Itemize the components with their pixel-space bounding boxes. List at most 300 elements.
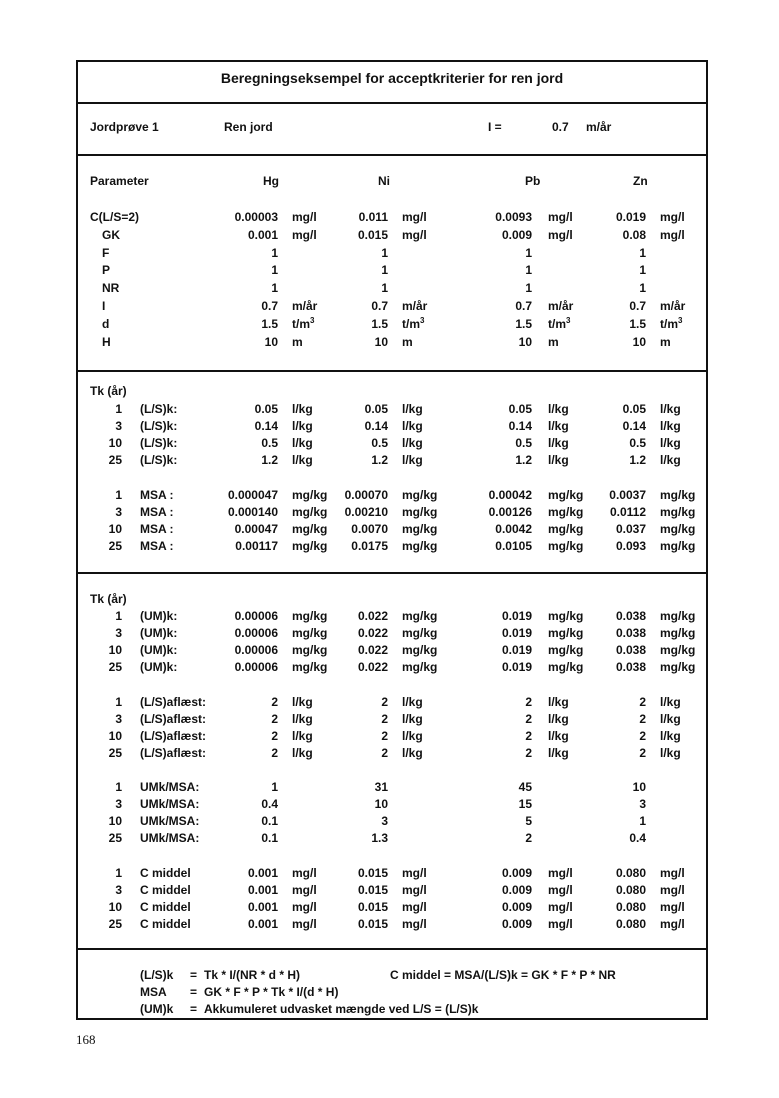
tk-value: 3 bbox=[115, 883, 122, 897]
param-value: 1.5 bbox=[629, 317, 646, 331]
formula-key: (L/S)k bbox=[140, 968, 174, 982]
tk-value: 3 bbox=[115, 797, 122, 811]
cell-unit: mg/kg bbox=[660, 488, 696, 502]
param-unit: m/år bbox=[660, 299, 686, 313]
param-value: 0.7 bbox=[629, 299, 646, 313]
formula-equals: = bbox=[190, 1002, 198, 1016]
column-header-zn: Zn bbox=[633, 174, 648, 188]
param-unit: m bbox=[402, 335, 413, 349]
tk-value: 1 bbox=[115, 695, 122, 709]
cell-unit: mg/kg bbox=[402, 488, 438, 502]
param-unit: m/år bbox=[548, 299, 574, 313]
cell-value: 1 bbox=[639, 814, 646, 828]
infiltration-value: 0.7 bbox=[552, 120, 569, 134]
param-value: 1 bbox=[381, 281, 388, 295]
cell-value: 0.009 bbox=[501, 866, 532, 880]
cmiddel-formula: C middel = MSA/(L/S)k = GK * F * P * NR bbox=[390, 968, 616, 982]
cell-unit: l/kg bbox=[292, 729, 313, 743]
row-label: C middel bbox=[140, 900, 191, 914]
param-unit: mg/l bbox=[292, 210, 317, 224]
cell-unit: mg/kg bbox=[292, 505, 328, 519]
cell-unit: l/kg bbox=[660, 729, 681, 743]
row-label: (UM)k: bbox=[140, 643, 178, 657]
param-unit: mg/l bbox=[660, 228, 685, 242]
cell-value: 0.080 bbox=[615, 866, 646, 880]
cell-unit: l/kg bbox=[548, 729, 569, 743]
param-name: GK bbox=[102, 228, 120, 242]
tk-value: 3 bbox=[115, 419, 122, 433]
cell-value: 0.0112 bbox=[609, 505, 646, 519]
cell-value: 0.00126 bbox=[488, 505, 532, 519]
cell-unit: mg/kg bbox=[402, 609, 438, 623]
cell-value: 2 bbox=[639, 729, 646, 743]
cell-value: 2 bbox=[525, 695, 532, 709]
cell-unit: mg/kg bbox=[660, 626, 696, 640]
param-value: 1 bbox=[381, 263, 388, 277]
cell-value: 31 bbox=[374, 780, 388, 794]
param-value: 0.7 bbox=[261, 299, 278, 313]
cell-value: 0.022 bbox=[357, 609, 388, 623]
param-value: 1 bbox=[271, 263, 278, 277]
cell-unit: mg/kg bbox=[402, 626, 438, 640]
param-unit: $t/m^3$ bbox=[548, 316, 571, 331]
tk-value: 10 bbox=[108, 900, 122, 914]
param-unit: m bbox=[660, 335, 671, 349]
infiltration-unit: m/år bbox=[586, 120, 612, 134]
cell-unit: mg/l bbox=[548, 900, 573, 914]
cell-unit: l/kg bbox=[548, 436, 569, 450]
param-value: 1.5 bbox=[515, 317, 532, 331]
param-value: 1 bbox=[271, 281, 278, 295]
cell-value: 0.001 bbox=[247, 917, 278, 931]
cell-value: 0.14 bbox=[508, 419, 532, 433]
param-value: 10 bbox=[374, 335, 388, 349]
tk-value: 3 bbox=[115, 626, 122, 640]
cell-value: 0.009 bbox=[501, 917, 532, 931]
tk-value: 1 bbox=[115, 609, 122, 623]
cell-unit: l/kg bbox=[548, 419, 569, 433]
tk-value: 25 bbox=[108, 660, 122, 674]
tk-value: 25 bbox=[108, 746, 122, 760]
cell-unit: mg/l bbox=[548, 866, 573, 880]
cell-unit: mg/kg bbox=[548, 660, 584, 674]
cell-unit: l/kg bbox=[548, 453, 569, 467]
cell-unit: l/kg bbox=[292, 402, 313, 416]
divider bbox=[78, 572, 706, 574]
cell-value: 45 bbox=[518, 780, 532, 794]
param-value: 0.08 bbox=[622, 228, 646, 242]
cell-value: 2 bbox=[525, 712, 532, 726]
cell-value: 0.022 bbox=[357, 660, 388, 674]
param-unit: mg/l bbox=[402, 228, 427, 242]
cell-value: 0.080 bbox=[615, 917, 646, 931]
cell-value: 0.080 bbox=[615, 883, 646, 897]
row-label: (L/S)aflæst: bbox=[140, 695, 206, 709]
param-value: 1 bbox=[271, 246, 278, 260]
cell-unit: l/kg bbox=[402, 712, 423, 726]
cell-value: 0.019 bbox=[501, 660, 532, 674]
unit-superscript: 3 bbox=[310, 316, 315, 325]
row-label: MSA : bbox=[140, 522, 174, 536]
cell-unit: l/kg bbox=[292, 746, 313, 760]
cell-unit: l/kg bbox=[548, 402, 569, 416]
cell-value: 1.2 bbox=[261, 453, 278, 467]
param-value: 0.7 bbox=[371, 299, 388, 313]
row-label: C middel bbox=[140, 866, 191, 880]
tk-label: Tk (år) bbox=[90, 384, 127, 398]
cell-unit: l/kg bbox=[548, 746, 569, 760]
param-value: 0.7 bbox=[515, 299, 532, 313]
cell-value: 0.00047 bbox=[234, 522, 278, 536]
cell-value: 2 bbox=[271, 712, 278, 726]
cell-value: 1.2 bbox=[515, 453, 532, 467]
cell-unit: mg/l bbox=[660, 917, 685, 931]
cell-value: 0.14 bbox=[254, 419, 278, 433]
row-label: (L/S)k: bbox=[140, 402, 178, 416]
cell-unit: l/kg bbox=[660, 453, 681, 467]
cell-value: 0.019 bbox=[501, 626, 532, 640]
cell-value: 0.00006 bbox=[234, 660, 278, 674]
tk-value: 3 bbox=[115, 505, 122, 519]
cell-value: 2 bbox=[381, 729, 388, 743]
param-value: 0.015 bbox=[357, 228, 388, 242]
cell-value: 0.037 bbox=[615, 522, 646, 536]
cell-unit: mg/kg bbox=[548, 522, 584, 536]
cell-value: 0.009 bbox=[501, 900, 532, 914]
cell-value: 0.038 bbox=[615, 643, 646, 657]
cell-value: 0.14 bbox=[364, 419, 388, 433]
cell-unit: mg/l bbox=[402, 900, 427, 914]
tk-value: 25 bbox=[108, 453, 122, 467]
cell-value: 2 bbox=[525, 831, 532, 845]
document-frame bbox=[76, 60, 708, 1020]
row-label: (L/S)aflæst: bbox=[140, 746, 206, 760]
row-label: UMk/MSA: bbox=[140, 797, 200, 811]
row-label: (L/S)k: bbox=[140, 436, 178, 450]
tk-value: 10 bbox=[108, 814, 122, 828]
tk-value: 1 bbox=[115, 780, 122, 794]
formula-equals: = bbox=[190, 968, 198, 982]
cell-value: 0.00006 bbox=[234, 626, 278, 640]
param-value: 0.001 bbox=[247, 228, 278, 242]
cell-value: 0.4 bbox=[629, 831, 646, 845]
cell-value: 0.019 bbox=[501, 609, 532, 623]
param-unit: m/år bbox=[402, 299, 428, 313]
cell-unit: l/kg bbox=[548, 695, 569, 709]
formula-expression: Tk * I/(NR * d * H) bbox=[204, 968, 301, 982]
unit-superscript: 3 bbox=[678, 316, 683, 325]
sample-label: Jordprøve 1 bbox=[90, 120, 159, 134]
param-unit: $t/m^3$ bbox=[292, 316, 315, 331]
cell-unit: l/kg bbox=[660, 695, 681, 709]
tk-value: 10 bbox=[108, 729, 122, 743]
divider bbox=[78, 154, 706, 156]
cell-unit: mg/kg bbox=[292, 626, 328, 640]
row-label: MSA : bbox=[140, 505, 174, 519]
cell-unit: l/kg bbox=[548, 712, 569, 726]
cell-value: 2 bbox=[271, 695, 278, 709]
cell-value: 10 bbox=[632, 780, 646, 794]
cell-value: 0.05 bbox=[622, 402, 646, 416]
tk-value: 10 bbox=[108, 436, 122, 450]
param-unit: mg/l bbox=[402, 210, 427, 224]
cell-unit: l/kg bbox=[292, 712, 313, 726]
row-label: C middel bbox=[140, 917, 191, 931]
param-value: 1 bbox=[525, 281, 532, 295]
column-header-pb: Pb bbox=[525, 174, 541, 188]
cell-value: 0.1 bbox=[261, 814, 278, 828]
cell-value: 2 bbox=[525, 746, 532, 760]
row-label: UMk/MSA: bbox=[140, 814, 200, 828]
divider bbox=[78, 948, 706, 950]
cell-unit: mg/kg bbox=[548, 626, 584, 640]
cell-unit: mg/l bbox=[292, 866, 317, 880]
tk-value: 3 bbox=[115, 712, 122, 726]
param-value: 10 bbox=[264, 335, 278, 349]
cell-value: 0.015 bbox=[357, 883, 388, 897]
param-unit: mg/l bbox=[292, 228, 317, 242]
unit-superscript: 3 bbox=[566, 316, 571, 325]
cell-unit: mg/kg bbox=[660, 539, 696, 553]
cell-value: 0.022 bbox=[357, 626, 388, 640]
cell-unit: l/kg bbox=[660, 402, 681, 416]
tk-value: 1 bbox=[115, 488, 122, 502]
cell-value: 0.5 bbox=[371, 436, 388, 450]
cell-value: 0.0175 bbox=[351, 539, 388, 553]
param-value: 1.5 bbox=[261, 317, 278, 331]
cell-unit: mg/kg bbox=[660, 522, 696, 536]
row-label: (L/S)aflæst: bbox=[140, 729, 206, 743]
cell-value: 0.0042 bbox=[495, 522, 532, 536]
cell-value: 3 bbox=[639, 797, 646, 811]
cell-value: 0.038 bbox=[615, 660, 646, 674]
cell-unit: mg/kg bbox=[402, 660, 438, 674]
cell-unit: mg/kg bbox=[292, 488, 328, 502]
param-unit: $t/m^3$ bbox=[402, 316, 425, 331]
cell-unit: l/kg bbox=[402, 695, 423, 709]
tk-value: 25 bbox=[108, 539, 122, 553]
row-label: C middel bbox=[140, 883, 191, 897]
cell-unit: l/kg bbox=[660, 712, 681, 726]
param-name: d bbox=[102, 317, 110, 331]
cell-value: 0.4 bbox=[261, 797, 278, 811]
row-label: UMk/MSA: bbox=[140, 831, 200, 845]
param-unit: m bbox=[548, 335, 559, 349]
formula-key: MSA bbox=[140, 985, 167, 999]
cell-value: 0.5 bbox=[629, 436, 646, 450]
cell-unit: mg/kg bbox=[660, 643, 696, 657]
cell-unit: mg/l bbox=[660, 866, 685, 880]
cell-unit: mg/kg bbox=[660, 609, 696, 623]
cell-value: 0.009 bbox=[501, 883, 532, 897]
cell-unit: l/kg bbox=[292, 695, 313, 709]
formula-key: (UM)k bbox=[140, 1002, 174, 1016]
cell-unit: l/kg bbox=[402, 419, 423, 433]
cell-unit: mg/l bbox=[292, 883, 317, 897]
param-value: 1.5 bbox=[371, 317, 388, 331]
cell-unit: l/kg bbox=[660, 746, 681, 760]
row-label: (UM)k: bbox=[140, 626, 178, 640]
cell-unit: mg/kg bbox=[402, 643, 438, 657]
column-header-hg: Hg bbox=[263, 174, 279, 188]
cell-unit: mg/kg bbox=[292, 660, 328, 674]
param-name: F bbox=[102, 246, 110, 260]
cell-unit: mg/kg bbox=[548, 505, 584, 519]
row-label: (L/S)k: bbox=[140, 419, 178, 433]
formula-equals: = bbox=[190, 985, 198, 999]
row-label: MSA : bbox=[140, 539, 174, 553]
cell-value: 2 bbox=[381, 712, 388, 726]
cell-value: 0.5 bbox=[261, 436, 278, 450]
cell-unit: mg/kg bbox=[402, 539, 438, 553]
cell-value: 0.00070 bbox=[344, 488, 388, 502]
cell-value: 0.0070 bbox=[351, 522, 388, 536]
cell-value: 0.00042 bbox=[488, 488, 532, 502]
formula-expression: GK * F * P * Tk * I/(d * H) bbox=[204, 985, 339, 999]
cell-unit: mg/kg bbox=[292, 522, 328, 536]
tk-value: 1 bbox=[115, 866, 122, 880]
cell-value: 0.038 bbox=[615, 609, 646, 623]
cell-value: 2 bbox=[381, 746, 388, 760]
param-value: 1 bbox=[639, 246, 646, 260]
param-value: 1 bbox=[381, 246, 388, 260]
param-unit: mg/l bbox=[548, 228, 573, 242]
param-value: 10 bbox=[518, 335, 532, 349]
param-name: P bbox=[102, 263, 111, 277]
parameter-header: Parameter bbox=[90, 174, 149, 188]
cell-unit: l/kg bbox=[292, 436, 313, 450]
param-value: 1 bbox=[525, 263, 532, 277]
param-unit: m bbox=[292, 335, 303, 349]
cell-value: 2 bbox=[271, 746, 278, 760]
cell-value: 0.015 bbox=[357, 900, 388, 914]
tk-value: 1 bbox=[115, 402, 122, 416]
cell-unit: l/kg bbox=[402, 436, 423, 450]
param-unit: m/år bbox=[292, 299, 318, 313]
param-name: H bbox=[102, 335, 111, 349]
page-number: 168 bbox=[76, 1032, 96, 1047]
param-name: C(L/S=2) bbox=[90, 210, 140, 224]
cell-value: 0.5 bbox=[515, 436, 532, 450]
cell-unit: l/kg bbox=[402, 729, 423, 743]
cell-value: 0.019 bbox=[501, 643, 532, 657]
cell-unit: mg/l bbox=[548, 883, 573, 897]
cell-unit: l/kg bbox=[402, 402, 423, 416]
divider bbox=[78, 102, 706, 104]
cell-value: 0.001 bbox=[247, 883, 278, 897]
cell-value: 0.093 bbox=[615, 539, 646, 553]
sample-type: Ren jord bbox=[224, 120, 273, 134]
cell-value: 2 bbox=[381, 695, 388, 709]
cell-value: 2 bbox=[639, 695, 646, 709]
cell-value: 1.2 bbox=[371, 453, 388, 467]
cell-unit: mg/kg bbox=[660, 505, 696, 519]
cell-unit: mg/l bbox=[402, 917, 427, 931]
param-value: 0.00003 bbox=[234, 210, 278, 224]
cell-unit: mg/kg bbox=[660, 660, 696, 674]
cell-unit: l/kg bbox=[292, 419, 313, 433]
cell-value: 0.0105 bbox=[495, 539, 532, 553]
cell-unit: mg/kg bbox=[292, 643, 328, 657]
cell-unit: mg/kg bbox=[548, 539, 584, 553]
cell-unit: mg/l bbox=[292, 900, 317, 914]
row-label: (UM)k: bbox=[140, 609, 178, 623]
page-title: Beregningseksempel for acceptkriterier for ren jord bbox=[220, 70, 564, 86]
tk-value: 25 bbox=[108, 917, 122, 931]
cell-value: 0.14 bbox=[622, 419, 646, 433]
cell-value: 0.05 bbox=[508, 402, 532, 416]
cell-unit: l/kg bbox=[402, 453, 423, 467]
cell-value: 2 bbox=[639, 746, 646, 760]
cell-unit: mg/l bbox=[402, 866, 427, 880]
cell-unit: mg/l bbox=[402, 883, 427, 897]
cell-unit: l/kg bbox=[660, 436, 681, 450]
cell-value: 1 bbox=[271, 780, 278, 794]
cell-value: 0.038 bbox=[615, 626, 646, 640]
tk-value: 10 bbox=[108, 522, 122, 536]
cell-unit: mg/l bbox=[292, 917, 317, 931]
cell-unit: l/kg bbox=[292, 453, 313, 467]
cell-value: 2 bbox=[525, 729, 532, 743]
cell-value: 5 bbox=[525, 814, 532, 828]
param-value: 1 bbox=[525, 246, 532, 260]
param-value: 0.0093 bbox=[495, 210, 532, 224]
cell-value: 0.015 bbox=[357, 917, 388, 931]
param-value: 1 bbox=[639, 263, 646, 277]
cell-unit: mg/kg bbox=[402, 505, 438, 519]
cell-unit: mg/kg bbox=[402, 522, 438, 536]
cell-value: 15 bbox=[518, 797, 532, 811]
param-unit: mg/l bbox=[660, 210, 685, 224]
param-value: 0.011 bbox=[358, 210, 388, 224]
cell-value: 2 bbox=[639, 712, 646, 726]
tk-value: 10 bbox=[108, 643, 122, 657]
row-label: UMk/MSA: bbox=[140, 780, 200, 794]
unit-superscript: 3 bbox=[420, 316, 425, 325]
cell-value: 0.00006 bbox=[234, 609, 278, 623]
param-name: I bbox=[102, 299, 106, 313]
cell-value: 0.001 bbox=[247, 900, 278, 914]
cell-value: 0.022 bbox=[357, 643, 388, 657]
param-name: NR bbox=[102, 281, 120, 295]
cell-value: 0.000140 bbox=[227, 505, 278, 519]
cell-value: 0.05 bbox=[254, 402, 278, 416]
cell-value: 1.2 bbox=[629, 453, 646, 467]
column-header-ni: Ni bbox=[378, 174, 390, 188]
cell-value: 0.00117 bbox=[235, 539, 278, 553]
param-unit: $t/m^3$ bbox=[660, 316, 683, 331]
cell-unit: mg/l bbox=[548, 917, 573, 931]
cell-unit: mg/l bbox=[660, 883, 685, 897]
cell-unit: mg/kg bbox=[548, 643, 584, 657]
row-label: (L/S)aflæst: bbox=[140, 712, 206, 726]
divider bbox=[78, 370, 706, 372]
row-label: (L/S)k: bbox=[140, 453, 178, 467]
param-value: 10 bbox=[632, 335, 646, 349]
param-value: 0.019 bbox=[615, 210, 646, 224]
cell-value: 0.000047 bbox=[227, 488, 278, 502]
cell-unit: mg/kg bbox=[292, 539, 328, 553]
cell-unit: mg/kg bbox=[292, 609, 328, 623]
tk-value: 25 bbox=[108, 831, 122, 845]
cell-unit: mg/l bbox=[660, 900, 685, 914]
param-value: 0.009 bbox=[501, 228, 532, 242]
cell-value: 0.080 bbox=[615, 900, 646, 914]
cell-unit: l/kg bbox=[402, 746, 423, 760]
row-label: (UM)k: bbox=[140, 660, 178, 674]
cell-value: 0.00210 bbox=[344, 505, 388, 519]
row-label: MSA : bbox=[140, 488, 174, 502]
